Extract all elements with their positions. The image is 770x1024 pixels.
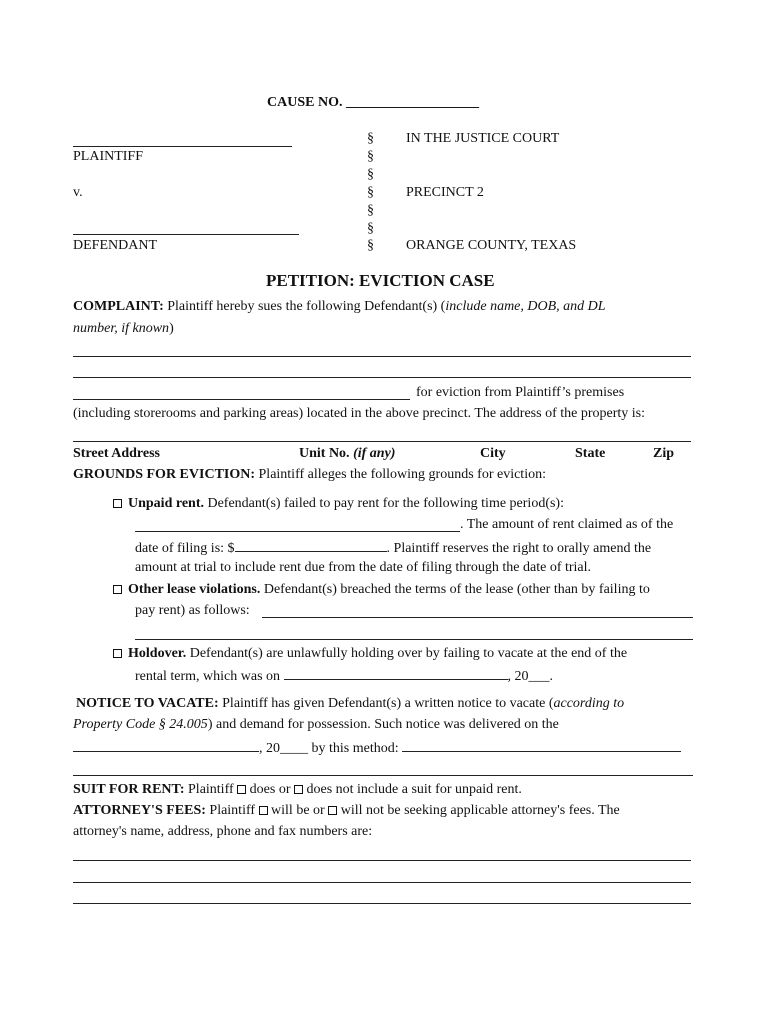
section-symbol: § — [367, 149, 374, 164]
rent-period-line[interactable] — [135, 531, 460, 532]
attorney-info-line[interactable] — [73, 882, 691, 883]
unit-label: Unit No. (if any) — [299, 446, 396, 461]
defendant-names-line[interactable] — [73, 377, 691, 378]
suit-does-not-checkbox[interactable] — [294, 785, 303, 794]
unpaid-rent-line4: amount at trial to include rent due from the date of filing through the date of trial. — [135, 560, 592, 575]
unpaid-rent-line2: . The amount of rent claimed as of the — [460, 517, 674, 532]
grounds-heading: GROUNDS FOR EVICTION: Plaintiff alleges the following grounds for eviction: — [73, 467, 546, 482]
zip-label: Zip — [653, 446, 675, 461]
section-symbol: § — [367, 185, 374, 200]
unpaid-rent-checkbox[interactable] — [113, 499, 122, 508]
attorney-line2: attorney's name, address, phone and fax numbers are: — [73, 824, 373, 839]
fees-will-not-checkbox[interactable] — [328, 806, 337, 815]
attorney-fees: ATTORNEY'S FEES: Plaintiff will be or will not be seeking applicable attorney's fees. The — [73, 803, 620, 818]
plaintiff-label: PLAINTIFF — [73, 149, 144, 164]
state-label: State — [575, 446, 606, 461]
premises-text: (including storerooms and parking areas) located in the above precinct. The address of the property is: — [73, 406, 645, 421]
fees-will-checkbox[interactable] — [259, 806, 268, 815]
defendant-names-line[interactable] — [73, 356, 691, 357]
section-symbol: § — [367, 131, 374, 146]
holdover-checkbox[interactable] — [113, 649, 122, 658]
notice-method-field[interactable] — [402, 739, 681, 752]
holdover-line2: rental term, which was on , 20___. — [135, 669, 554, 684]
rent-amount-field[interactable] — [235, 539, 387, 552]
defendant-line[interactable] — [73, 234, 299, 235]
section-symbol: § — [367, 238, 374, 253]
defendant-names-line[interactable] — [73, 399, 410, 400]
attorney-info-line[interactable] — [73, 860, 691, 861]
county: ORANGE COUNTY, TEXAS — [406, 238, 577, 253]
plaintiff-line[interactable] — [73, 146, 292, 147]
notice-date-field[interactable] — [73, 739, 259, 752]
section-symbol: § — [367, 221, 374, 236]
violations-line[interactable] — [262, 617, 693, 618]
unpaid-rent-option: Unpaid rent. Defendant(s) failed to pay rent for the following time period(s): — [113, 496, 564, 512]
suit-for-rent: SUIT FOR RENT: Plaintiff does or does not include a suit for unpaid rent. — [73, 782, 522, 797]
holdover-option: Holdover. Defendant(s) are unlawfully holding over by failing to vacate at the end of the — [113, 646, 627, 662]
notice-method-line[interactable] — [73, 775, 693, 776]
other-violations-option: Other lease violations. Defendant(s) breached the terms of the lease (other than by failing to — [113, 582, 650, 598]
rental-term-date-field[interactable] — [284, 667, 508, 680]
cause-number: CAUSE NO. ___________________ — [267, 95, 479, 110]
street-address-label: Street Address — [73, 446, 160, 461]
precinct: PRECINCT 2 — [406, 185, 484, 200]
attorney-info-line[interactable] — [73, 903, 691, 904]
defendant-label: DEFENDANT — [73, 238, 157, 253]
versus-label: v. — [73, 185, 83, 200]
other-violations-checkbox[interactable] — [113, 585, 122, 594]
notice-line2: Property Code § 24.005) and demand for possession. Such notice was delivered on the — [73, 717, 559, 732]
section-symbol: § — [367, 167, 374, 182]
page-title: PETITION: EVICTION CASE — [266, 271, 495, 290]
complaint-paragraph: COMPLAINT: Plaintiff hereby sues the following Defendant(s) (include name, DOB, and DL — [73, 299, 606, 314]
eviction-text: for eviction from Plaintiff’s premises — [416, 385, 625, 400]
property-address-line[interactable] — [73, 441, 691, 442]
notice-paragraph: NOTICE TO VACATE: Plaintiff has given Defendant(s) a written notice to vacate (according to — [76, 696, 625, 711]
court-name: IN THE JUSTICE COURT — [406, 131, 560, 146]
complaint-line2: number, if known) — [73, 321, 174, 336]
other-violations-line2: pay rent) as follows: — [135, 603, 250, 618]
section-symbol: § — [367, 203, 374, 218]
violations-line[interactable] — [135, 639, 693, 640]
notice-line3: , 20____ by this method: — [73, 739, 681, 757]
city-label: City — [480, 446, 506, 461]
unpaid-rent-line3: date of filing is: $ . Plaintiff reserves the right to orally amend the — [135, 541, 652, 556]
suit-does-checkbox[interactable] — [237, 785, 246, 794]
